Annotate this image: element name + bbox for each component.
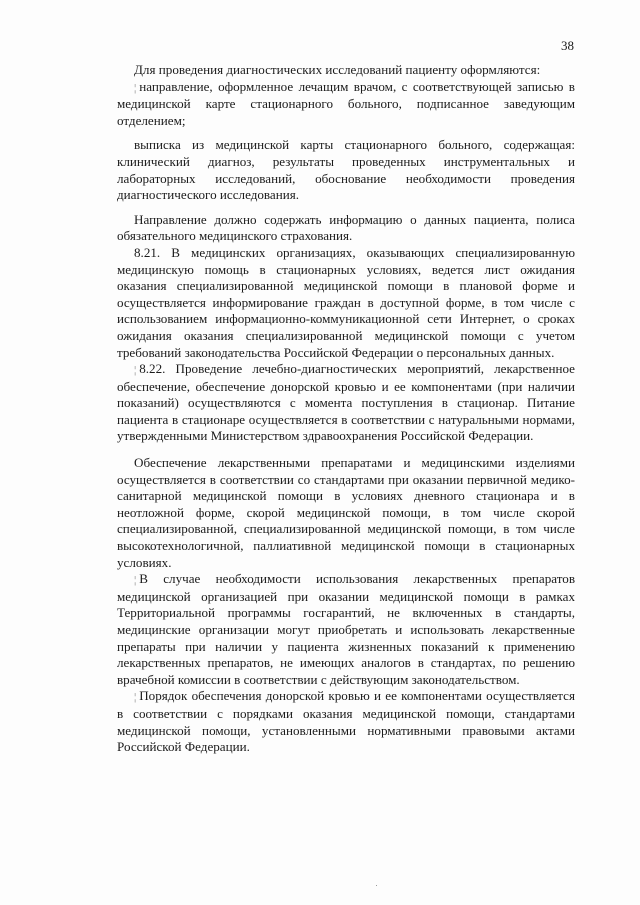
margin-mark-icon: ¦ (134, 81, 137, 94)
margin-mark-icon: ¦ (134, 574, 137, 587)
paragraph-intro: Для проведения диагностических исследований пациенту оформляются: (134, 62, 541, 77)
paragraph-referral (117, 79, 575, 130)
paragraph-extract: выписка из медицинской карты стационарного больного, содержащая: клинический диагноз, результаты проведенных инструментальных и лабораторных исследований, обоснование необходимости проведения диагностического исследования. (117, 137, 575, 203)
paragraph-8-22-text: 8.22. Проведение лечебно-диагностических мероприятий, лекарственное обеспечение, обеспечение донорской кровью и ее компонентами (при наличии показаний) осуществляются с момента поступления в стационар. Питание пациента в стационаре осуществляется в соответствии с натуральными нормами, утвержденными Министерством здравоохранения Российской Федерации. (117, 361, 575, 444)
margin-mark-icon: ¦ (134, 691, 137, 704)
paragraph-drug-supply: Обеспечение лекарственными препаратами и медицинскими изделиями осуществляется в соответствии со стандартами при оказании первичной медико-санитарной медицинской помощи в условиях дневного стационара и в неотложной форме, скорой медицинской помощи, в том числе скорой специализированной, специализированной медицинской помощи, в том числе высокотехнологичной, паллиативной медицинской помощи в стационарных условиях. (117, 455, 575, 570)
paragraph-non-standard-drugs-text: В случае необходимости использования лекарственных препаратов медицинской организацией при оказании медицинской помощи в рамках Территориальной программы госгарантий, не включенных в стандарты, медицинские организации могут приобретать и использовать лекарственные препараты при наличии у пациента жизненных показаний к применению лекарственных препаратов, не имеющих аналогов в стандартах, по решению врачебной комиссии в соответствии с действующим законодательством. (117, 571, 575, 687)
paragraph-non-standard-drugs (117, 571, 575, 688)
margin-mark-icon: ¦ (134, 364, 137, 377)
page-number: 38 (561, 38, 574, 53)
scan-speck (376, 885, 377, 886)
paragraph-referral-content: Направление должно содержать информацию о данных пациента, полиса обязательного медицинского страхования. (117, 211, 575, 244)
paragraph-donor-blood-text: Порядок обеспечения донорской кровью и ее компонентами осуществляется в соответствии с порядками оказания медицинской помощи, стандартами медицинской помощи, установленными нормативными правовыми актами Российской Федерации. (117, 688, 575, 755)
paragraph-8-21: 8.21. В медицинских организациях, оказывающих специализированную медицинскую помощь в стационарных условиях, ведется лист ожидания оказания специализированной медицинской помощи в плановой форме и осуществляется информирование граждан в доступной форме, в том числе с использованием информационно-коммуникационной сети Интернет, о сроках ожидания оказания специализированной медицинской помощи с учетом требований законодательства Российской Федерации о персональных данных. (117, 244, 575, 360)
paragraph-referral-text: направление, оформленное лечащим врачом, с соответствующей записью в медицинской карте стационарного больного, подписанное заведующим отделением; (117, 78, 575, 128)
paragraph-8-22 (117, 361, 575, 445)
document-body (117, 62, 575, 756)
paragraph-donor-blood (117, 688, 575, 755)
